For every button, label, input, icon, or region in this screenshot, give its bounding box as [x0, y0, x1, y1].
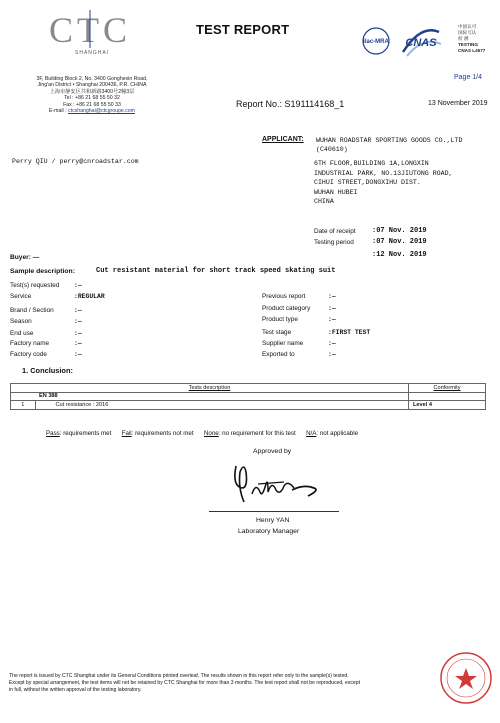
field-label: Factory name [10, 340, 50, 347]
footer-line-1: The report is issued by CTC Shanghai under its General Conditions printed overleaf. The results shown in this report refer only to the sample(s) tested. [9, 673, 349, 679]
cnas-logo [397, 22, 445, 60]
address-block [0, 76, 184, 114]
applicant-label: APPLICANT: [262, 136, 304, 143]
email-line [0, 108, 184, 114]
address-line-1: 3F, Building Block 2, No. 3400 Gonghexin Road, [36, 76, 148, 82]
legend-pass-key: Pass [46, 430, 60, 437]
field-label: Service [10, 293, 32, 300]
legend-na-text: : not applicable [316, 430, 359, 437]
field-value: :— [328, 351, 336, 358]
conclusion-table [10, 383, 486, 410]
ilac-mra-logo [357, 26, 395, 56]
address-a-5: CHINA [314, 198, 334, 205]
buyer-label: Buyer: [10, 254, 31, 261]
field-label: Supplier name [262, 340, 304, 347]
table-header-row [11, 384, 486, 393]
approver-role: Laboratory Manager [238, 528, 300, 535]
row-number: 1 [11, 401, 36, 410]
report-title: TEST REPORT [196, 22, 290, 37]
cn-accred-2: 国际互认 [458, 30, 477, 35]
footer-line-3: in full, without the written approval of the testing laboratory. [9, 687, 142, 693]
testing-from: :07 Nov. 2019 [372, 238, 427, 246]
field-value: :— [328, 305, 336, 312]
col-conformity: Conformity [409, 384, 486, 393]
applicant-address [314, 159, 453, 207]
address-a-4: WUHAN HUBEI [314, 188, 358, 196]
sample-label: Sample description: [10, 268, 75, 275]
footer-notice [9, 673, 493, 694]
applicant-line-2: (C40610) [316, 146, 348, 153]
report-date: 13 November 2019 [428, 100, 488, 107]
logo-sub: SHANGHAI [75, 50, 110, 56]
field-value: :— [328, 340, 336, 347]
cnas-info [458, 24, 485, 54]
testing-period-label: Testing period [314, 239, 354, 246]
field-value: :— [74, 330, 82, 337]
field-value: :— [74, 340, 82, 347]
page-number: Page 1/4 [454, 74, 483, 81]
field-label: Season [10, 318, 32, 325]
row-conformity: Level 4 [409, 401, 486, 410]
contact: Perry QIU / perry@cnroadstar.com [12, 158, 139, 165]
field-value: :FIRST TEST [328, 329, 371, 336]
email-link[interactable]: ctcshanghai@ctcgroupe.com [68, 108, 136, 115]
row-description: Cut resistance : 2016 [35, 401, 409, 410]
field-label: Brand / Section [10, 307, 54, 314]
table-row [11, 401, 486, 410]
field-label: Previous report [262, 293, 306, 300]
address-line-3: 上海市静安区共和新路3400号2幢3层 [49, 88, 135, 95]
ilac-text: ilac-MRA [363, 39, 389, 45]
applicant-name [316, 136, 462, 154]
field-label: Factory code [10, 351, 47, 358]
cn-accred-1: 中国认可 [458, 24, 477, 29]
applicant-line-1: WUHAN ROADSTAR SPORTING GOODS CO.,LTD [316, 137, 463, 144]
field-label: Product category [262, 305, 311, 312]
buyer-value: — [32, 254, 40, 261]
field-value: :— [74, 351, 82, 358]
fax: Fax : +86 21 68 55 50 33 [63, 101, 121, 108]
field-label: Product type [262, 316, 298, 323]
receipt-label: Date of receipt [314, 228, 356, 235]
tel: Tel : +86 21 68 55 50 32 [64, 95, 120, 102]
field-value: :— [328, 293, 336, 300]
approver-name: Henry YAN [256, 517, 290, 524]
field-value: :— [328, 316, 336, 323]
legend-none-text: : no requirement for this test [218, 430, 296, 437]
field-label: Test stage [262, 329, 292, 336]
field-value: :— [74, 282, 82, 289]
col-tests-description: Tests description [11, 384, 409, 393]
legend-na-key: N/A [306, 430, 317, 437]
field-label: Exported to [262, 351, 295, 358]
signature-line [209, 511, 339, 512]
legend-fail-key: Fail [121, 430, 132, 437]
testing-to: :12 Nov. 2019 [372, 251, 427, 259]
cnas-number: CNAS L4577 [458, 48, 486, 53]
cn-accred-3: 检 测 [458, 36, 469, 41]
field-value: :REGULAR [74, 293, 105, 300]
field-value: :— [74, 307, 82, 314]
footer-line-2: Except by special arrangement, the test items will not be retained by CTC Shanghai for more than 3 months. The test report shall not be reproduced, except [9, 680, 360, 686]
cnas-text: CNAS [405, 37, 437, 49]
signature [222, 458, 332, 508]
address-a-1: 6TH FLOOR,BUILDING 1A,LONGXIN [314, 160, 429, 167]
field-label: End use [10, 330, 34, 337]
field-label: Test(s) requested [10, 282, 60, 289]
conclusion-heading: 1. Conclusion: [22, 366, 73, 375]
receipt-value: :07 Nov. 2019 [372, 227, 427, 235]
testing-label: TESTING [458, 42, 478, 47]
buyer [10, 254, 39, 261]
standard-name: EN 388 [35, 392, 409, 401]
report-number: Report No.: S191114168_1 [236, 99, 345, 109]
address-a-3: CIHUI STREET,DONGXIHU DIST. [314, 179, 421, 186]
email-label: E-mail : [48, 108, 67, 115]
legend-fail-text: : requirements not met [131, 430, 194, 437]
sample-value: Cut resistant material for short track speed skating suit [96, 267, 336, 275]
field-value: :— [74, 318, 82, 325]
legend-none-key: None [203, 430, 219, 437]
legend-pass-text: : requirements met [59, 430, 112, 437]
address-a-2: INDUSTRIAL PARK, NO.13JIUTONG ROAD, [314, 169, 453, 177]
legend [46, 430, 358, 437]
svg-text:CTC: CTC [48, 10, 132, 50]
address-line-2: Jing'an District • Shanghai 200436, P.R. CHINA [37, 82, 147, 89]
approved-by-label: Approved by [253, 448, 292, 455]
table-standard-row [11, 392, 486, 401]
